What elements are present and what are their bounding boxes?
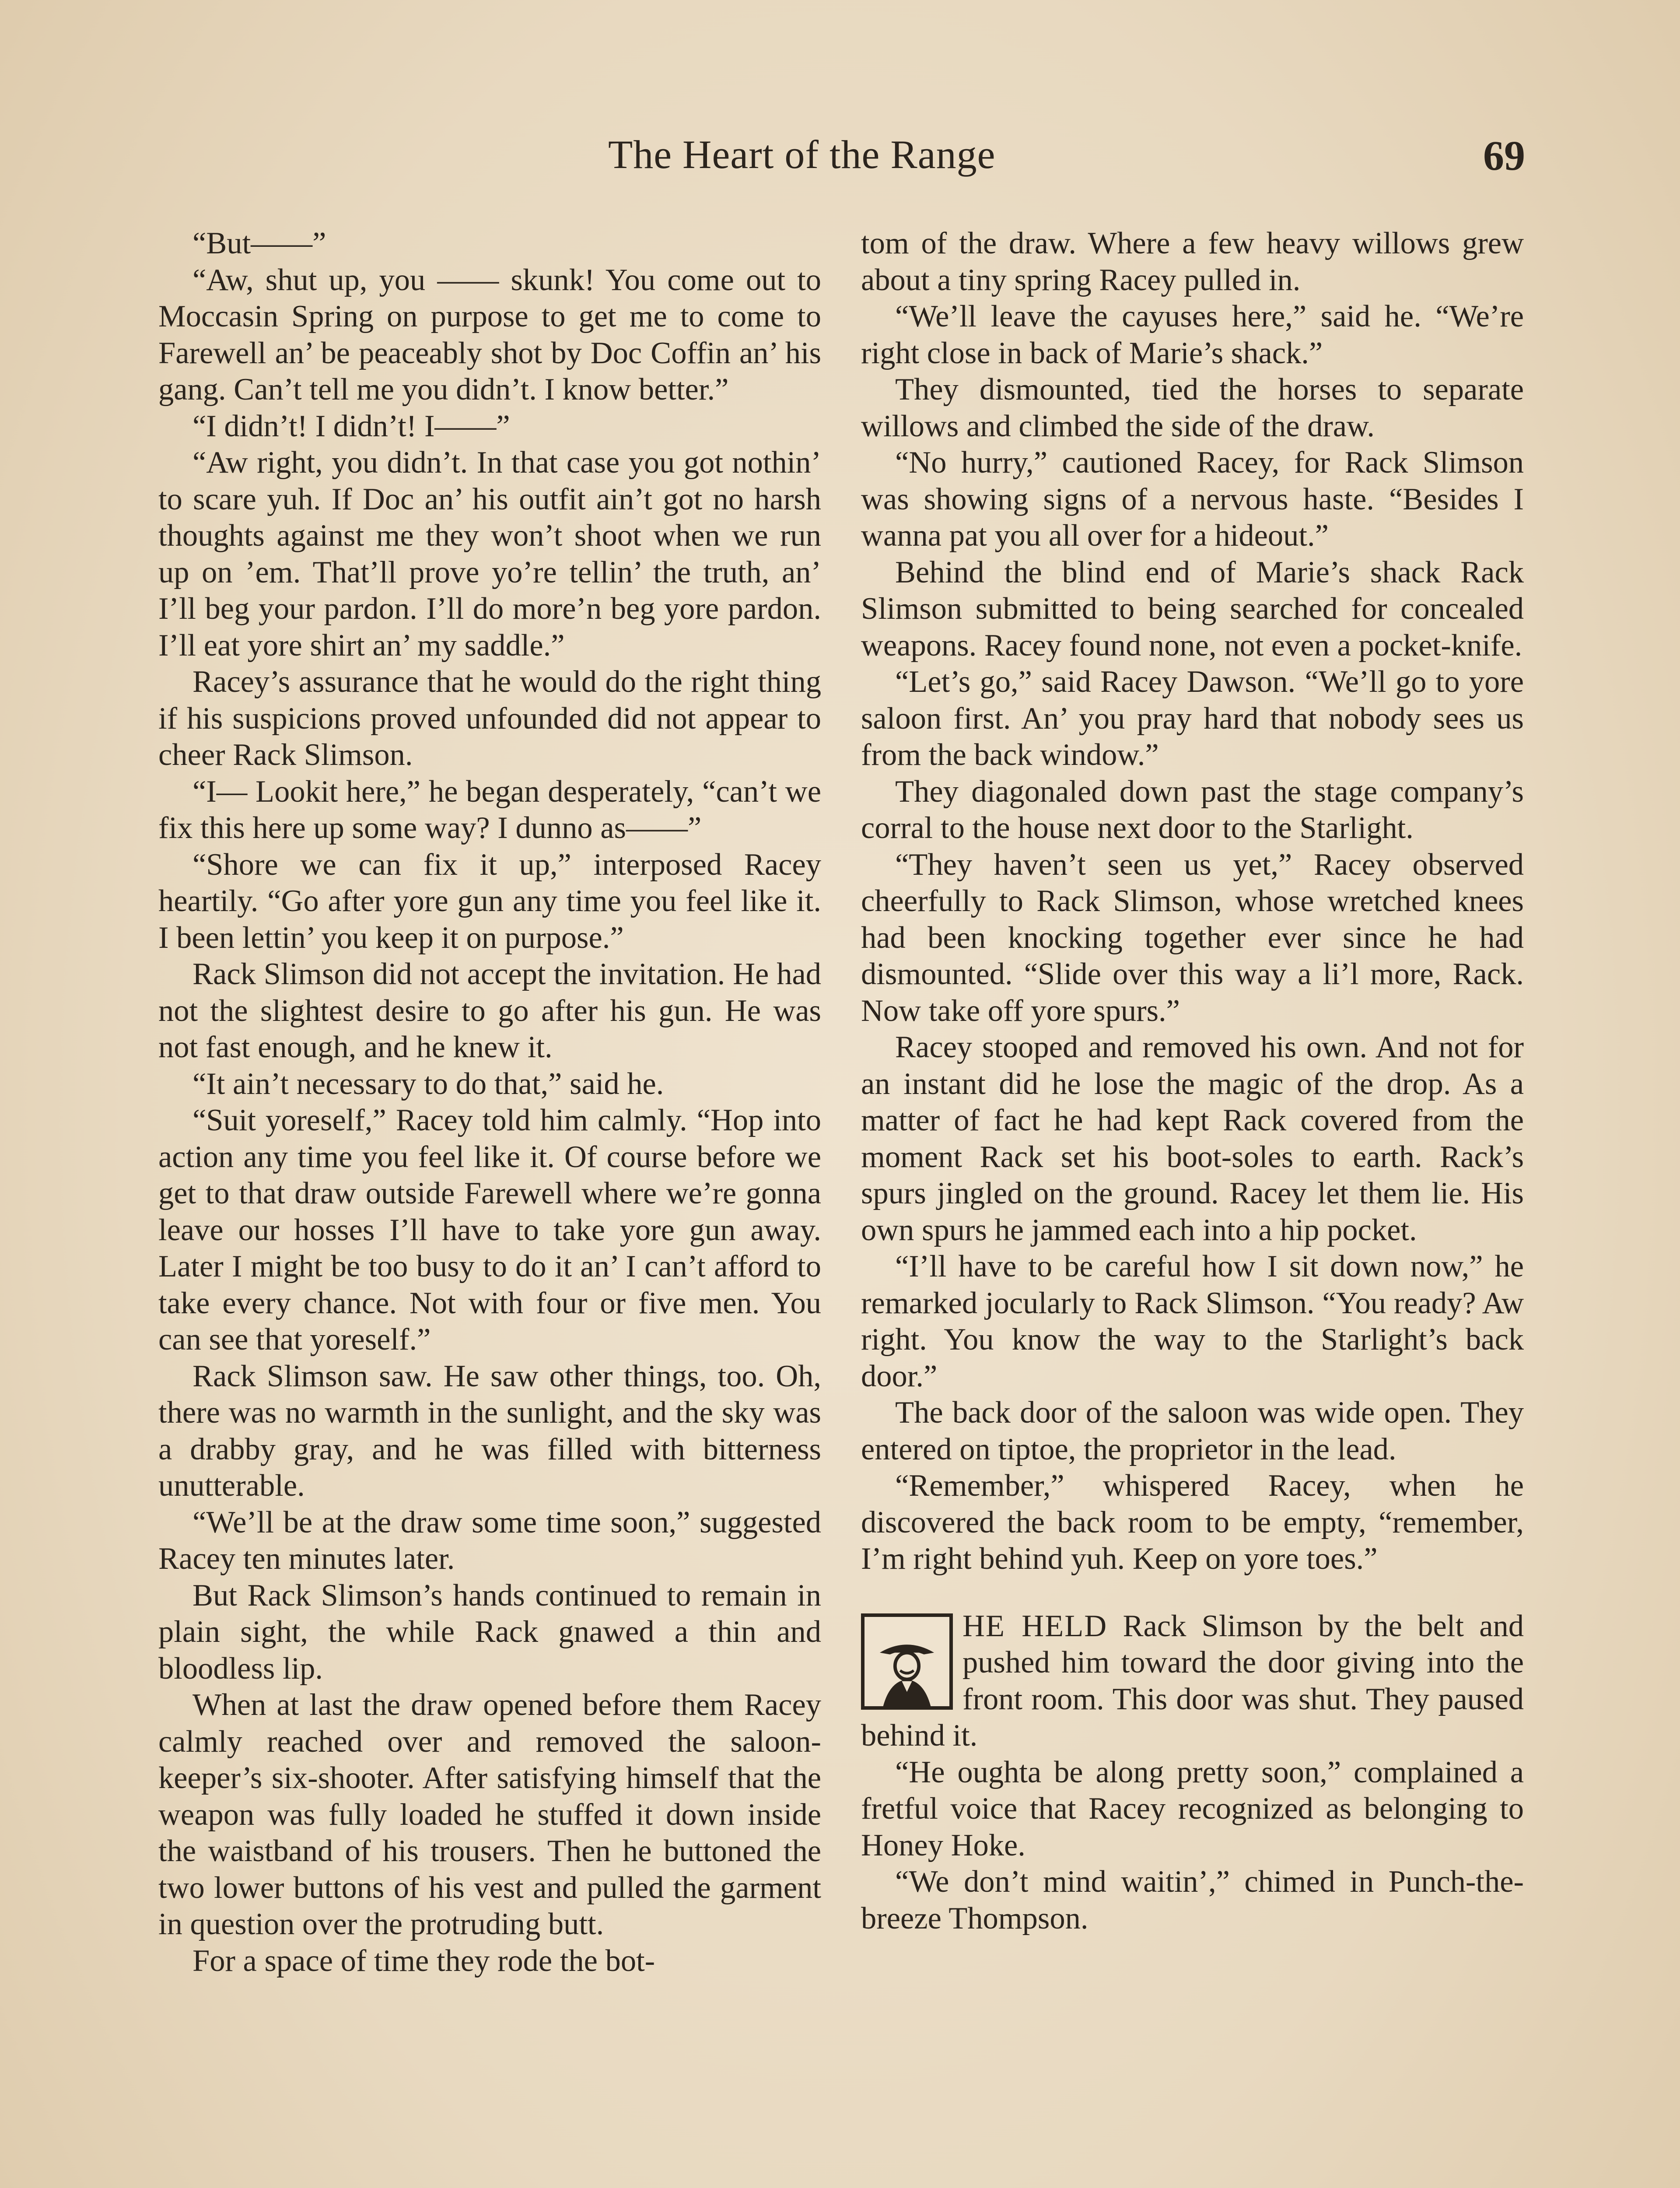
paragraph: “Let’s go,” said Racey Dawson. “We’ll go to yore saloon first. An’ you pray hard that nobody sees us from the back window.” [861,665,1524,772]
paragraph: “Remember,” whispered Racey, when he discovered the back room to be empty, “remember, I’m right behind yuh. Keep on yore toes.” [861,1469,1524,1576]
paragraph-continued: tom of the draw. Where a few heavy willows grew about a tiny spring Racey pulled in. [861,226,1524,297]
page-header [0,131,1680,193]
paragraph: Rack Slimson did not accept the invitation. He had not the slightest desire to go after his gun. He was not fast enough, and he knew it. [158,957,821,1064]
paragraph: “I— Lookit here,” he began desperately, “can’t we fix this here up some way? I dunno as——” [158,774,821,845]
paragraph: Behind the blind end of Marie’s shack Rack Slimson submitted to being searched for concealed weapons. Racey found none, not even a pocket-knife. [861,555,1524,663]
page-number: 69 [1483,132,1525,179]
paragraph: Racey’s assurance that he would do the right thing if his suspicions proved unfounded did not appear to cheer Rack Slimson. [158,665,821,772]
paragraph: Rack Slimson saw. He saw other things, too. Oh, there was no warmth in the sunlight, and the sky was a drabby gray, and he was filled with bitterness unutterable. [158,1359,821,1503]
paragraph: But Rack Slimson’s hands continued to remain in plain sight, the while Rack gnawed a thin and bloodless lip. [158,1578,821,1686]
paragraph: They dismounted, tied the horses to separate willows and climbed the side of the draw. [861,372,1524,443]
left-column [158,225,821,1979]
running-title: The Heart of the Range [608,132,996,177]
paragraph: “Aw, shut up, you —— skunk! You come out to Moccasin Spring on purpose to get me to come to Farewell an’ be peaceably shot by Doc Coffin an’ his gang. Can’t tell me you didn’t. I know better.” [158,263,821,407]
paragraph: The back door of the saloon was wide open. They entered on tiptoe, the proprietor in the lead. [861,1396,1524,1466]
section-start [861,1608,1524,1937]
paragraph: “He oughta be along pretty soon,” complained a fretful voice that Racey recognized as belonging to Honey Hoke. [861,1755,1524,1862]
paragraph: “It ain’t necessary to do that,” said he. [192,1066,664,1101]
paragraph: For a space of time they rode the bot- [192,1943,655,1978]
paragraph: Racey stooped and removed his own. And not for an instant did he lose the magic of the drop. As a matter of fact he had kept Rack covered from the moment Rack set his boot-soles to earth. Rack’s spurs jingled on the ground. Racey let them lie. His own spurs he jammed each into a hip pocket. [861,1030,1524,1247]
paragraph: “No hurry,” cautioned Racey, for Rack Slimson was showing signs of a nervous haste. “Besides I wanna pat you all over for a hideout.” [861,445,1524,553]
paragraph: “We’ll be at the draw some time soon,” suggested Racey ten minutes later. [158,1505,821,1576]
paragraph: “I’ll have to be careful how I sit down now,” he remarked jocularly to Rack Slimson. “You ready? Aw right. You know the way to the Starlight’s back door.” [861,1249,1524,1393]
paragraph: “We don’t mind waitin’,” chimed in Punch-the-breeze Thompson. [861,1865,1524,1936]
paragraph: “Aw right, you didn’t. In that case you got nothin’ to scare yuh. If Doc an’ his outfit ain’t got no harsh thoughts against me they won’t shoot when we run up on ’em. That’ll prove yo’re tellin’ the truth, an’ I’ll beg your pardon. I’ll do more’n beg yore pardon. I’ll eat yore shirt an’ my saddle.” [158,445,821,663]
paragraph: They diagonaled down past the stage company’s corral to the house next door to the Starlight. [861,774,1524,845]
paragraph: “We’ll leave the cayuses here,” said he. “We’re right close in back of Marie’s shack.” [861,299,1524,370]
paragraph: “They haven’t seen us yet,” Racey observed cheerfully to Rack Slimson, whose wretched knees had been knocking together ever since he had dismounted. “Slide over this way a li’l more, Rack. Now take off yore spurs.” [861,847,1524,1028]
paragraph: “But——” [192,226,326,260]
section-opening-paragraph [861,1608,1524,1754]
opening-text: Rack Slimson by the belt and pushed him toward the door giving into the front room. This door was shut. They paused behind it. [861,1609,1524,1753]
paragraph: “Shore we can fix it up,” interposed Racey heartily. “Go after yore gun any time you feel like it. I been lettin’ you keep it on purpose.” [158,847,821,955]
right-column [861,225,1524,1937]
paragraph: “I didn’t! I didn’t! I——” [192,409,510,443]
cowboy-illustration-icon [861,1613,953,1710]
lead-in: HE HELD [962,1609,1108,1643]
paragraph: “Suit yoreself,” Racey told him calmly. “Hop into action any time you feel like it. Of course before we get to that draw outside Farewell where we’re gonna leave our hosses I’ll have to take yore gun away. Later I might be too busy to do it an’ I can’t afford to take every chance. Not with four or five men. You can see that yoreself.” [158,1103,821,1357]
paragraph: When at last the draw opened before them Racey calmly reached over and removed the saloon-keeper’s six-shooter. After satisfying himself that the weapon was fully loaded he stuffed it down inside the waistband of his trousers. Then he buttoned the two lower buttons of his vest and pulled the garment in question over the protruding butt. [158,1688,821,1941]
